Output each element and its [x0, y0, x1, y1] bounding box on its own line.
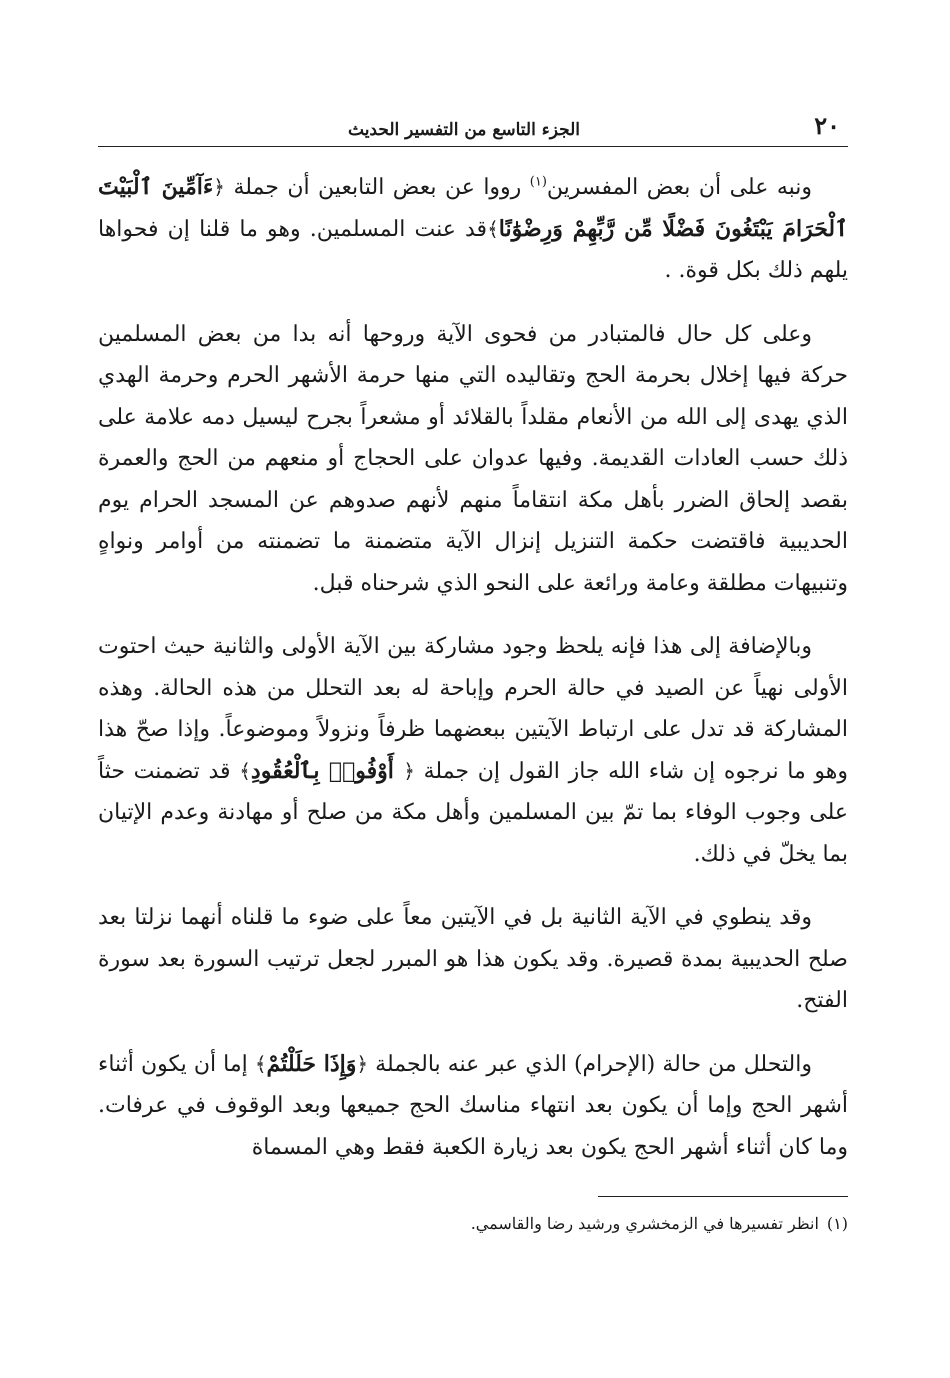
- paragraph: [98, 1044, 848, 1169]
- quran-quotation: ءَآمِّينَ ٱلْبَيْتَ ٱلْحَرَامَ يَبْتَغُونَ فَضْلًا مِّن رَّبِّهِمْ وَرِضْوَٰنًا: [98, 174, 848, 242]
- paragraph: [98, 167, 848, 292]
- footnotes: [98, 1211, 848, 1237]
- paragraph: [98, 897, 848, 1022]
- quran-quotation: أَوْفُوا۟ بِٱلْعُقُودِ: [250, 757, 404, 784]
- quran-bracket: ﴿: [403, 758, 415, 783]
- paragraph-text: قد تضمنت حثاً على وجوب الوفاء بما تمّ بين المسلمين وأهل مكة من صلح أو مهادنة وعدم الإتيان بما يخلّ في ذلك.: [98, 758, 848, 867]
- page-number: ٢٠: [814, 111, 840, 140]
- quran-bracket: ﴿: [356, 1051, 369, 1076]
- footnote-reference: (١): [529, 174, 547, 190]
- paragraph-text: ونبه على أن بعض المفسرين: [546, 175, 812, 200]
- paragraph-text: إما أن يكون أثناء أشهر الحج وإما أن يكون بعد انتهاء مناسك الحج جميعها وبعد الوقوف في عرفات. وما كان أثناء أشهر الحج يكون بعد زيارة الكعبة فقط وهي المسماة: [98, 1051, 848, 1160]
- paragraph: [98, 314, 848, 605]
- quran-bracket: ﴾: [254, 1051, 267, 1076]
- paragraph-text: رووا عن بعض التابعين أن جملة: [224, 175, 530, 200]
- footnote-text: انظر تفسيرها في الزمخشري ورشيد رضا والقاسمي.: [470, 1214, 819, 1233]
- body-text: [98, 167, 848, 1168]
- quran-bracket: ﴾: [487, 216, 499, 241]
- paragraph-text: والتحلل من حالة (الإحرام) الذي عبر عنه بالجملة: [368, 1051, 812, 1077]
- paragraph-text: وبالإضافة إلى هذا فإنه يلحظ وجود مشاركة بين الآية الأولى والثانية حيث احتوت الأولى نهياً عن الصيد في حالة الحرم وإباحة له بعد التحلل من هذه الحالة. وهذه المشاركة قد تدل على ارتباط الآيتين ببعضهما ظرفاً ونزولاً وموضوعاً. وإذا صحّ هذا وهو ما نرجوه إن شاء الله جاز القول إن جملة: [98, 634, 849, 784]
- page-header: [98, 104, 848, 147]
- quran-bracket: ﴿: [213, 175, 225, 199]
- footnote: [98, 1211, 848, 1237]
- running-title: الجزء التاسع من التفسير الحديث: [348, 120, 581, 140]
- quran-quotation: وَإِذَا حَلَلْتُمْ: [266, 1050, 357, 1077]
- quran-bracket: ﴾: [239, 758, 251, 783]
- paragraph-text: وعلى كل حال فالمتبادر من فحوى الآية وروحها أنه بدا من بعض المسلمين حركة فيها إخلال بحرمة الحج وتقاليده التي منها حرمة الأشهر الحرم وحرمة الهدي الذي يهدى إلى الله من الأنعام مقلداً بالقلائد أو مشعراً بجرح ليسيل دمه علامة على ذلك حسب العادات القديمة. وفيها عدوان على الحجاج أو منعهم من الحج والعمرة بقصد إلحاق الضرر بأهل مكة انتقاماً منهم لأنهم صدوهم عن المسجد الحرام يوم الحديبية فاقتضت حكمة التنزيل إنزال الآية متضمنة ما تضمنته من أوامر ونواهٍ وتنبيهات مطلقة وعامة ورائعة على النحو الذي شرحناه قبل.: [98, 321, 848, 596]
- paragraph: [98, 626, 848, 875]
- book-page: [98, 104, 848, 1237]
- paragraph-text: قد عنت المسلمين. وهو ما قلنا إن فحواها يلهم ذلك بكل قوة. .: [98, 216, 848, 283]
- footnote-marker: (١): [826, 1214, 848, 1233]
- paragraph-text: وقد ينطوي في الآية الثانية بل في الآيتين معاً على ضوء ما قلناه أنهما نزلتا بعد صلح الحديبية بمدة قصيرة. وقد يكون هذا هو المبرر لجعل ترتيب السورة بعد سورة الفتح.: [98, 905, 848, 1013]
- footnote-separator: [598, 1196, 848, 1197]
